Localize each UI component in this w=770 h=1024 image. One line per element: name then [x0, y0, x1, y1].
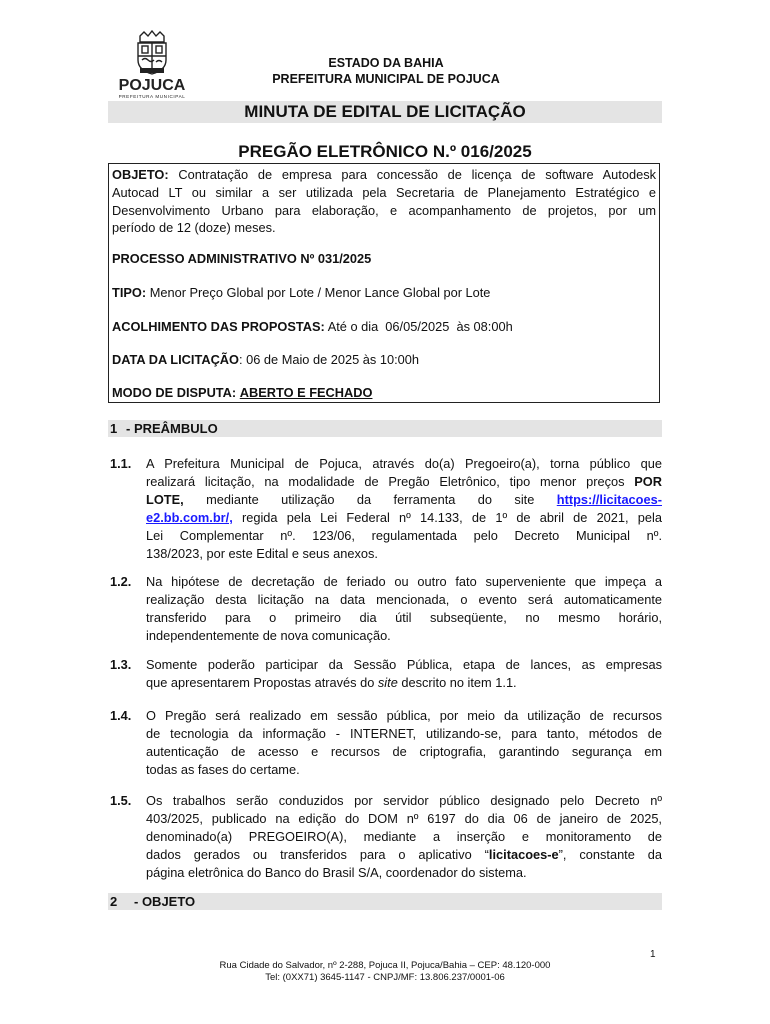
item-number: 1.5. [110, 793, 132, 808]
item-line: Lei Complementar nº. 123/06, regulamentada pelo Decreto Municipal nº. [146, 528, 662, 543]
item-line: 138/2023, por este Edital e seus anexos. [146, 546, 378, 561]
objeto-text-4: período de 12 (doze) meses. [112, 220, 276, 235]
tipo-line [112, 284, 656, 302]
objeto-text-2: Autocad LT ou similar a ser utilizada pela Secretaria de Planejamento Estratégico e [112, 185, 656, 200]
data-licitacao-value: : 06 de Maio de 2025 às 10:00h [239, 352, 420, 367]
item-text-part: dados gerados ou transferidos para o aplicativo “ [146, 847, 489, 862]
item-text [146, 792, 662, 882]
item-line: 403/2025, publicado na edição do DOM nº 6197 do dia 06 de janeiro de 2025, [146, 811, 662, 826]
item-line: Os trabalhos serão conduzidos por servidor público designado pelo Decreto nº [146, 793, 662, 808]
section-label: - PREÂMBULO [126, 421, 218, 436]
item-line [146, 509, 662, 527]
item-number: 1.1. [110, 456, 132, 471]
item-text-part: que apresentarem Propostas através do [146, 675, 378, 690]
section-number: 2 [110, 894, 118, 909]
licitacoes-link-continued[interactable]: e2.bb.com.br/, [146, 510, 233, 525]
item-text-part: ”, constante da [558, 847, 663, 862]
edital-title: MINUTA DE EDITAL DE LICITAÇÃO [108, 101, 662, 123]
modo-disputa-value: ABERTO E FECHADO [239, 385, 373, 400]
section-number: 1 [110, 421, 118, 436]
objeto-text-1: Contratação de empresa para concessão de licença de software Autodesk [178, 167, 656, 182]
footer-contact: Tel: (0XX71) 3645-1147 - CNPJ/MF: 13.806.237/0001-06 [265, 972, 505, 983]
section-label: - OBJETO [134, 894, 196, 909]
data-licitacao-label: DATA DA LICITAÇÃO [112, 352, 239, 367]
item-line: realização desta licitação na data mencionada, o evento será automaticamente [146, 592, 662, 607]
item-line: transferido para o primeiro dia útil subseqüente, no mesmo horário, [146, 610, 662, 625]
item-line [146, 473, 662, 491]
processo-line: PROCESSO ADMINISTRATIVO Nº 031/2025 [112, 251, 372, 266]
lote-bold: LOTE, [146, 492, 184, 507]
objeto-line-2 [112, 184, 656, 202]
item-line [146, 846, 662, 864]
item-line: A Prefeitura Municipal de Pojuca, através do(a) Pregoeiro(a), torna público que [146, 456, 662, 471]
item-line: denominado(a) PREGOEIRO(A), mediante a inserção e monitoramento de [146, 829, 662, 844]
tipo-value: Menor Preço Global por Lote / Menor Lance Global por Lote [149, 285, 491, 300]
licitacoes-e-bold: licitacoes-e [488, 847, 559, 862]
footer-address: Rua Cidade do Salvador, nº 2-288, Pojuca II, Pojuca/Bahia – CEP: 48.120-000 [219, 960, 551, 971]
item-text-part: mediante utilização da ferramenta do site [183, 492, 557, 507]
state-heading: ESTADO DA BAHIA [328, 56, 444, 70]
objeto-label: OBJETO: [112, 167, 169, 182]
section-preambulo-bar [108, 420, 662, 437]
item-line: página eletrônica do Banco do Brasil S/A, coordenador do sistema. [146, 865, 527, 880]
modo-disputa-line [112, 384, 656, 402]
logo-subtext: PREFEITURA MUNICIPAL [118, 94, 186, 99]
acolhimento-value: Até o dia 06/05/2025 às 08:00h [327, 319, 513, 334]
item-line: Na hipótese de decretação de feriado ou outro fato superveniente que impeça a [146, 574, 662, 589]
item-line: O Pregão será realizado em sessão pública, por meio da utilização de recursos [146, 708, 662, 723]
item-line: Somente poderão participar da Sessão Pública, etapa de lances, as empresas [146, 657, 662, 672]
section-objeto-bar [108, 893, 662, 910]
tipo-label: TIPO: [112, 285, 147, 300]
acolhimento-label: ACOLHIMENTO DAS PROPOSTAS: [112, 319, 325, 334]
item-text [146, 573, 662, 645]
por-bold: POR [634, 474, 662, 489]
item-line: autenticação de acesso e recursos de criptografia, garantindo segurança em [146, 744, 662, 759]
item-line: de tecnologia da informação - INTERNET, utilizando-se, para tanto, métodos de [146, 726, 662, 741]
objeto-line-3 [112, 202, 656, 220]
item-line: todas as fases do certame. [146, 762, 300, 777]
data-licitacao-line [112, 351, 656, 369]
item-text-part: realizará licitação, na modalidade de Pregão Eletrônico, tipo menor preços [146, 474, 635, 489]
pojuca-coat-of-arms-logo [112, 30, 192, 100]
item-text-part: regida pela Lei Federal nº 14.133, de 1º de abril de 2021, pela [232, 510, 662, 525]
objeto-text-3: Desenvolvimento Urbano para elaboração, e acompanhamento de projetos, por um [112, 203, 656, 218]
item-text-part: descrito no item 1.1. [397, 675, 517, 690]
site-italic: site [377, 675, 398, 690]
pregao-title: PREGÃO ELETRÔNICO N.º 016/2025 [238, 142, 532, 161]
logo-text: POJUCA [118, 77, 186, 94]
item-text [146, 707, 662, 779]
item-number: 1.3. [110, 657, 132, 672]
item-line: independentemente de nova comunicação. [146, 628, 391, 643]
licitacoes-link[interactable]: https://licitacoes- [556, 492, 662, 507]
object-summary-box [108, 163, 660, 403]
item-number: 1.4. [110, 708, 132, 723]
item-text [146, 455, 662, 563]
item-number: 1.2. [110, 574, 132, 589]
modo-disputa-label: MODO DE DISPUTA: [112, 385, 237, 400]
acolhimento-line [112, 318, 656, 336]
item-text [146, 656, 662, 692]
item-line [146, 491, 662, 509]
prefecture-heading: PREFEITURA MUNICIPAL DE POJUCA [272, 72, 500, 86]
objeto-line-1 [112, 166, 656, 184]
item-line [146, 674, 662, 692]
page-number: 1 [650, 949, 656, 960]
